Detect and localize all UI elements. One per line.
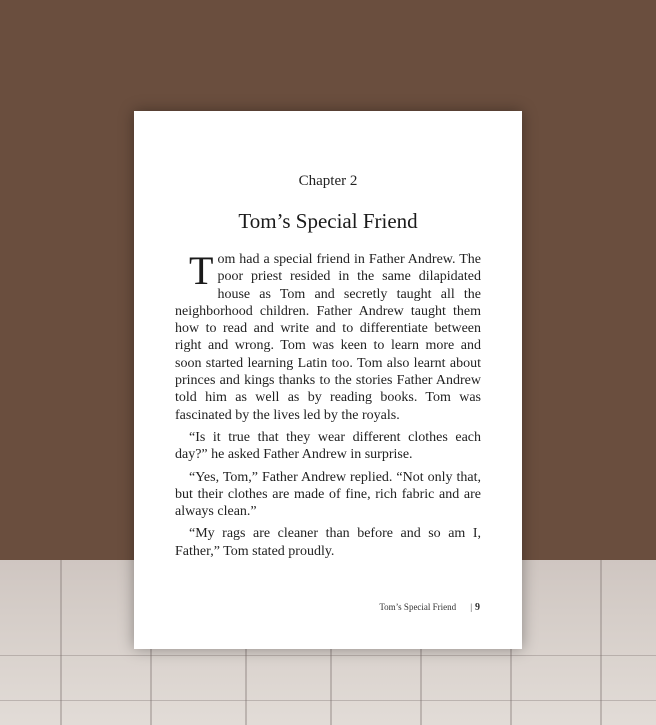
paragraph-1: [175, 248, 481, 424]
paragraph-4: “My rags are cleaner than before and so am I, Father,” Tom stated proudly.: [175, 526, 481, 559]
book-page: [134, 111, 522, 649]
paragraph-1-text: om had a special friend in Father Andrew. The poor priest resided in the same dilapidated house as Tom and secretly taught all the neighborhood children. Father Andrew taught them how to read and write and to differentiate between right and wrong. Tom was keen to learn more and soon started learning Latin too. Tom also learnt about princes and kings thanks to the stories Father Andrew told him as well as by reading books. Tom was fascinated by the lives led by the royals.: [175, 252, 481, 423]
running-footer-title: Tom’s Special Friend: [379, 602, 457, 612]
paragraph-3: “Yes, Tom,” Father Andrew replied. “Not only that, but their clothes are made of fine, rich fabric and are always clean.”: [175, 469, 481, 520]
chapter-title: Tom’s Special Friend: [238, 209, 418, 233]
page-number: 9: [475, 602, 480, 613]
drop-cap: T: [189, 248, 214, 293]
page-footer: [379, 602, 480, 613]
paragraph-2: “Is it true that they wear different clothes each day?” he asked Father Andrew in surprise.: [175, 429, 481, 463]
footer-separator: |: [470, 602, 472, 612]
page-body: [175, 248, 481, 565]
chapter-label: Chapter 2: [298, 173, 358, 189]
